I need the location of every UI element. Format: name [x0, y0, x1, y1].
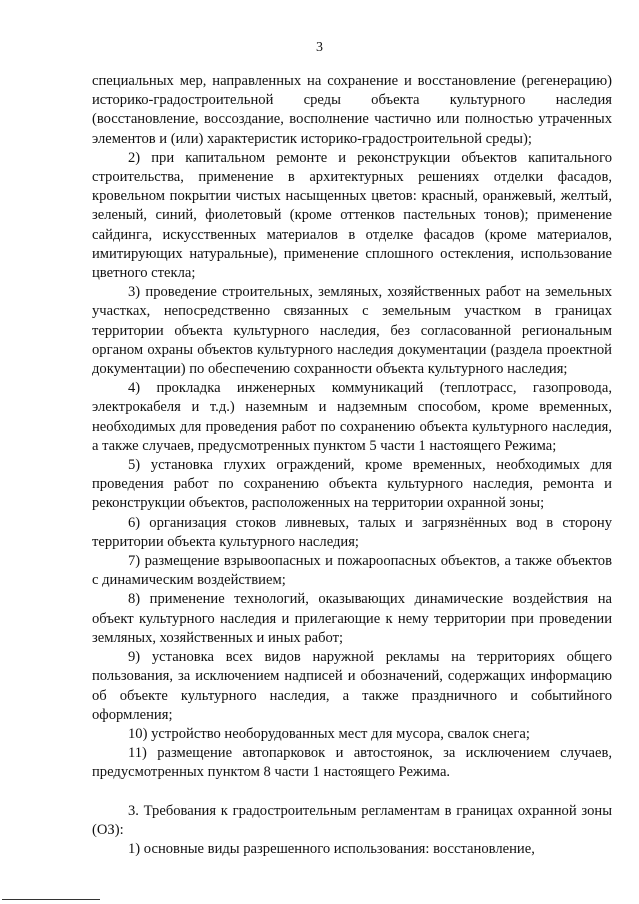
paragraph-item-3: 3) проведение строительных, земляных, хозяйственных работ на земельных участках, непосредственно связанных с земельным участком в границах территории объекта культурного наследия, без согласованной региональным органом охраны объектов культурного наследия документации (раздела проектной документации) по обеспечению сохранности объекта культурного наследия;	[92, 284, 612, 378]
footnote-divider	[2, 899, 100, 900]
paragraph-item-10: 10) устройство необорудованных мест для мусора, свалок снега;	[128, 725, 530, 742]
document-body	[92, 72, 612, 859]
paragraph-item-4: 4) прокладка инженерных коммуникаций (теплотрасс, газопровода, электрокабеля и т.д.) наземным и надземным способом, кроме временных, необходимых для проведения работ по сохранению объекта культурного наследия, а также случаев, предусмотренных пунктом 5 части 1 настоящего Режима;	[92, 380, 612, 454]
paragraph-subitem-1: 1) основные виды разрешенного использования: восстановление,	[128, 840, 535, 857]
paragraph-item-8: 8) применение технологий, оказывающих динамические воздействия на объект культурного наследия и прилегающие к нему территории при проведении земляных, хозяйственных и иных работ;	[92, 591, 612, 646]
paragraph-item-6: 6) организация стоков ливневых, талых и загрязнённых вод в сторону территории объекта культурного наследия;	[92, 514, 612, 550]
page-number: 3	[316, 40, 323, 55]
paragraph-item-9: 9) установка всех видов наружной рекламы на территориях общего пользования, за исключением надписей и обозначений, содержащих информацию об объекте культурного наследия, а также праздничного и событийного оформления;	[92, 649, 612, 723]
paragraph-item-11: 11) размещение автопарковок и автостоянок, за исключением случаев, предусмотренных пунктом 8 части 1 настоящего Режима.	[92, 745, 612, 781]
paragraph-item-7: 7) размещение взрывоопасных и пожароопасных объектов, а также объектов с динамическим воздействием;	[92, 553, 612, 589]
paragraph-item-2: 2) при капитальном ремонте и реконструкции объектов капитального строительства, применение в архитектурных решениях отделки фасадов, кровельном покрытии чистых насыщенных цветов: красный, оранжевый, желтый, зеленый, синий, фиолетовый (кроме оттенков пастельных тонов); применение сайдинга, искусственных материалов в отделке фасадов (кроме материалов, имитирующих натуральные), применение сплошного остекления, использование цветного стекла;	[92, 149, 612, 282]
paragraph-item-5: 5) установка глухих ограждений, кроме временных, необходимых для проведения работ по сохранению объекта культурного наследия, ремонта и реконструкции объектов, расположенных на территории охранной зоны;	[92, 457, 612, 512]
paragraph-continuation: специальных мер, направленных на сохранение и восстановление (регенерацию) историко-градостроительной среды объекта культурного наследия (восстановление, воссоздание, восполнение частично или полностью утраченных элементов и (или) характеристик историко-градостроительной среды);	[92, 73, 612, 147]
section-heading-3: 3. Требования к градостроительным регламентам в границах охранной зоны (ОЗ):	[92, 802, 612, 838]
